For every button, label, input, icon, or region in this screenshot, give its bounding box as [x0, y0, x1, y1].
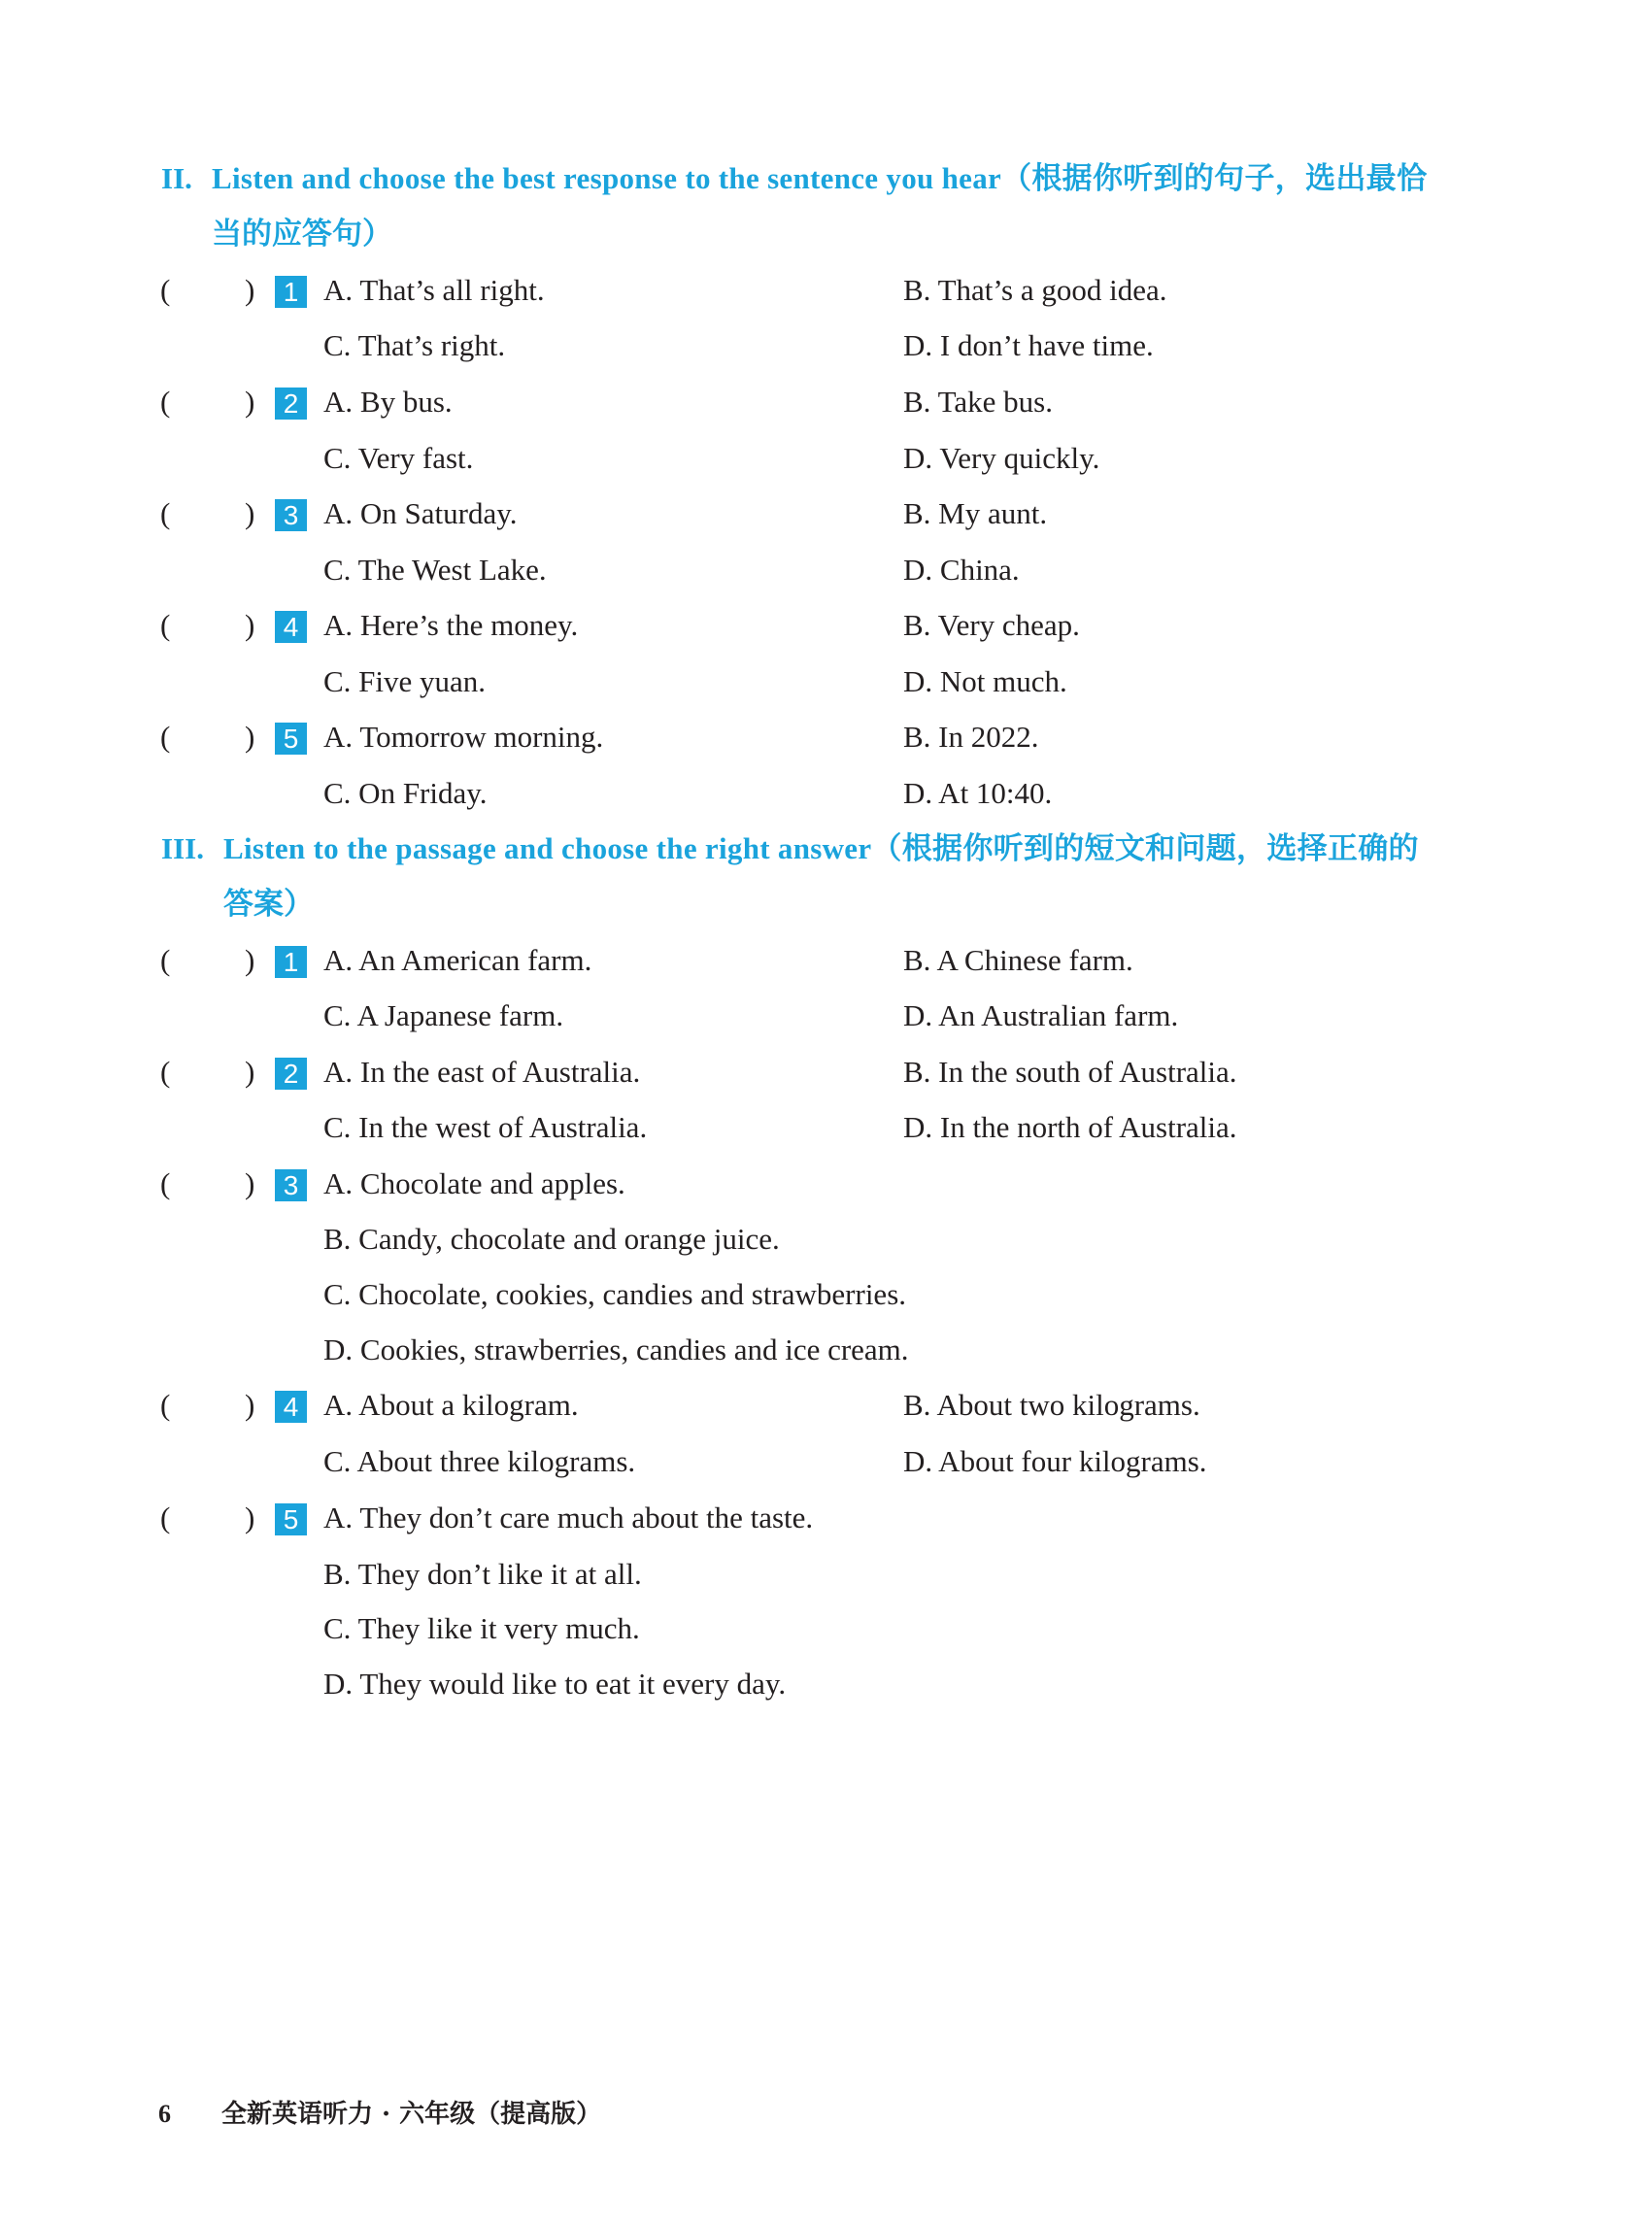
answer-paren-close[interactable]: ) — [245, 1388, 255, 1422]
option-a: A. That’s all right. — [323, 273, 545, 307]
question-number-badge: 2 — [275, 388, 307, 420]
section-3-title-line1: Listen to the passage and choose the right answer（根据你听到的短文和问题，选择正确的 — [223, 831, 1419, 865]
option-row — [0, 1211, 1652, 1266]
option-a: A. They don’t care much about the taste. — [323, 1500, 814, 1534]
answer-paren-close[interactable]: ) — [245, 1166, 255, 1200]
option-c: C. The West Lake. — [323, 553, 547, 587]
question-row — [0, 597, 1652, 653]
question-row — [0, 262, 1652, 318]
question-row — [0, 1490, 1652, 1545]
option-c: C. Five yuan. — [323, 664, 487, 698]
question-number-badge: 4 — [275, 1391, 307, 1423]
option-a: A. An American farm. — [323, 943, 592, 977]
answer-paren-open[interactable]: ( — [160, 1500, 171, 1534]
answer-paren-open[interactable]: ( — [160, 608, 171, 642]
option-c: C. Chocolate, cookies, candies and strawberries. — [323, 1277, 907, 1311]
option-b: B. About two kilograms. — [903, 1388, 1200, 1422]
answer-paren-close[interactable]: ) — [245, 608, 255, 642]
section-2-number: II. — [161, 161, 192, 195]
section-3-number: III. — [161, 831, 204, 865]
option-row — [0, 1601, 1652, 1656]
option-a: A. In the east of Australia. — [323, 1055, 641, 1089]
option-row — [0, 542, 1652, 597]
answer-paren-close[interactable]: ) — [245, 1500, 255, 1534]
option-b: B. A Chinese farm. — [903, 943, 1133, 977]
option-c: C. That’s right. — [323, 328, 506, 362]
option-c: C. In the west of Australia. — [323, 1110, 648, 1144]
answer-paren-close[interactable]: ) — [245, 1055, 255, 1089]
option-a: A. Chocolate and apples. — [323, 1166, 625, 1200]
option-b: B. In the south of Australia. — [903, 1055, 1237, 1089]
question-row — [0, 1044, 1652, 1099]
answer-paren-close[interactable]: ) — [245, 496, 255, 530]
section-2-title-line2: 当的应答句） — [212, 217, 392, 251]
option-b: B. My aunt. — [903, 496, 1048, 530]
option-d: D. Not much. — [903, 664, 1067, 698]
option-row — [0, 430, 1652, 486]
option-row — [0, 1546, 1652, 1601]
answer-paren-close[interactable]: ) — [245, 385, 255, 419]
question-row — [0, 374, 1652, 429]
option-b: B. They don’t like it at all. — [323, 1557, 642, 1591]
option-row — [0, 1322, 1652, 1377]
option-a: A. On Saturday. — [323, 496, 518, 530]
option-d: D. They would like to eat it every day. — [323, 1667, 787, 1701]
answer-paren-open[interactable]: ( — [160, 1388, 171, 1422]
option-b: B. Candy, chocolate and orange juice. — [323, 1222, 780, 1256]
answer-paren-open[interactable]: ( — [160, 1166, 171, 1200]
option-row — [0, 318, 1652, 373]
answer-paren-open[interactable]: ( — [160, 496, 171, 530]
option-c: C. They like it very much. — [323, 1611, 640, 1645]
option-a: A. Tomorrow morning. — [323, 720, 604, 754]
option-b: B. That’s a good idea. — [903, 273, 1167, 307]
question-number-badge: 5 — [275, 723, 307, 755]
answer-paren-close[interactable]: ) — [245, 943, 255, 977]
option-a: A. About a kilogram. — [323, 1388, 579, 1422]
question-row — [0, 1156, 1652, 1211]
option-c: C. Very fast. — [323, 441, 474, 475]
option-d: D. About four kilograms. — [903, 1444, 1207, 1478]
option-b: B. Take bus. — [903, 385, 1053, 419]
option-row — [0, 1099, 1652, 1155]
question-number-badge: 2 — [275, 1058, 307, 1090]
question-number-badge: 3 — [275, 1169, 307, 1201]
option-c: C. A Japanese farm. — [323, 998, 564, 1032]
option-d: D. Very quickly. — [903, 441, 1100, 475]
answer-paren-open[interactable]: ( — [160, 943, 171, 977]
book-title: 全新英语听力 · 六年级（提高版） — [221, 2100, 602, 2129]
question-number-badge: 1 — [275, 276, 307, 308]
question-number-badge: 4 — [275, 611, 307, 643]
answer-paren-open[interactable]: ( — [160, 1055, 171, 1089]
section-3-title-line2: 答案） — [223, 887, 314, 921]
option-row — [0, 1266, 1652, 1322]
section-2-title-line1: Listen and choose the best response to the sentence you hear（根据你听到的句子，选出最恰 — [212, 161, 1428, 195]
option-d: D. Cookies, strawberries, candies and ice cream. — [323, 1332, 909, 1366]
question-row — [0, 486, 1652, 541]
option-b: B. In 2022. — [903, 720, 1039, 754]
option-d: D. I don’t have time. — [903, 328, 1154, 362]
page-number: 6 — [158, 2100, 171, 2128]
answer-paren-close[interactable]: ) — [245, 720, 255, 754]
answer-paren-open[interactable]: ( — [160, 720, 171, 754]
option-row — [0, 654, 1652, 709]
answer-paren-open[interactable]: ( — [160, 273, 171, 307]
option-row — [0, 988, 1652, 1043]
option-row — [0, 765, 1652, 821]
question-number-badge: 3 — [275, 499, 307, 531]
answer-paren-open[interactable]: ( — [160, 385, 171, 419]
answer-paren-close[interactable]: ) — [245, 273, 255, 307]
option-c: C. About three kilograms. — [323, 1444, 636, 1478]
question-row — [0, 709, 1652, 764]
question-number-badge: 1 — [275, 946, 307, 978]
option-a: A. By bus. — [323, 385, 453, 419]
option-row — [0, 1433, 1652, 1489]
option-d: D. At 10:40. — [903, 776, 1053, 810]
question-row — [0, 1377, 1652, 1433]
question-number-badge: 5 — [275, 1503, 307, 1535]
option-c: C. On Friday. — [323, 776, 488, 810]
option-row — [0, 1656, 1652, 1711]
option-a: A. Here’s the money. — [323, 608, 579, 642]
option-d: D. China. — [903, 553, 1020, 587]
page-footer — [0, 2095, 1652, 2134]
question-row — [0, 932, 1652, 988]
option-d: D. In the north of Australia. — [903, 1110, 1237, 1144]
option-d: D. An Australian farm. — [903, 998, 1179, 1032]
option-b: B. Very cheap. — [903, 608, 1080, 642]
